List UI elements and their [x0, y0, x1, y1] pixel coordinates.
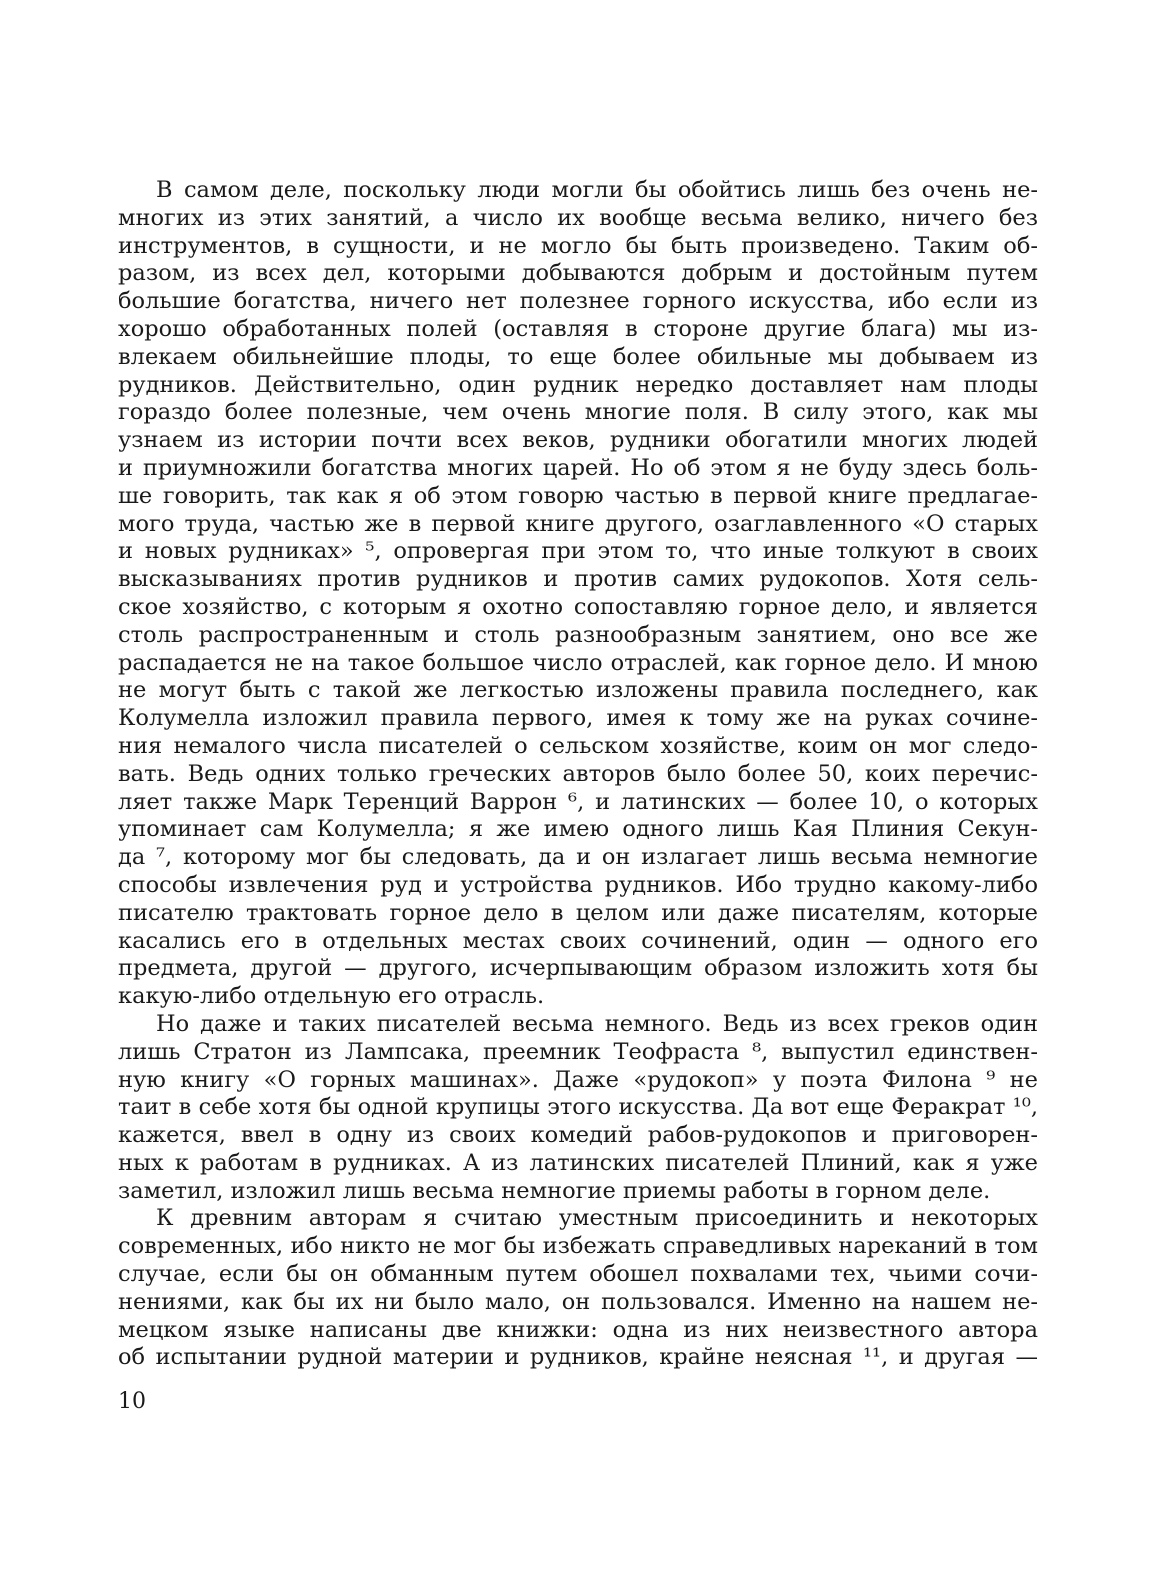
text-line: какую-либо отдельную его отрасль. [118, 983, 545, 1010]
text-line: К древним авторам я считаю уместным присоединить и некоторых [156, 1205, 1038, 1232]
text-line: предмета, другой — другого, исчерпывающим образом изложить хотя бы [118, 955, 1038, 982]
text-line: об испытании рудной материи и рудников, крайне неясная ¹¹, и другая — [118, 1344, 1038, 1371]
text-line: ляет также Марк Теренций Варрон ⁶, и латинских — более 10, о которых [118, 788, 1038, 815]
text-line: ных к работам в рудниках. А из латинских писателей Плиний, как я уже [118, 1149, 1038, 1176]
text-line: рудников. Действительно, один рудник нередко доставляет нам плоды [118, 371, 1038, 398]
text-line: мого труда, частью же в первой книге другого, озаглавленного «О старых [118, 510, 1038, 537]
text-line: большие богатства, ничего нет полезнее горного искусства, ибо если из [118, 288, 1038, 315]
body-text [118, 177, 1038, 1372]
text-line: упоминает сам Колумелла; я же имею одного лишь Кая Плиния Секун- [118, 816, 1038, 843]
text-line: ское хозяйство, с которым я охотно сопоставляю горное дело, и является [118, 593, 1038, 620]
text-line: В самом деле, поскольку люди могли бы обойтись лишь без очень не- [156, 177, 1038, 203]
text-line: и новых рудниках» ⁵, опровергая при этом то, что иные толкуют в своих [118, 538, 1038, 565]
paragraph [118, 177, 1038, 1011]
text-line: узнаем из истории почти всех веков, рудники обогатили многих людей [118, 427, 1038, 454]
text-line: столь распространенным и столь разнообразным занятием, оно все же [118, 621, 1038, 648]
text-line: хорошо обработанных полей (оставляя в стороне другие блага) мы из- [118, 315, 1038, 342]
text-line: ную книгу «О горных машинах». Даже «рудокоп» у поэта Филона ⁹ не [118, 1066, 1038, 1093]
text-line: многих из этих занятий, а число их вообще весьма велико, ничего без [118, 204, 1038, 231]
text-line: способы извлечения руд и устройства рудников. Ибо трудно какому-либо [118, 871, 1038, 898]
text-line: заметил, изложил лишь весьма немногие приемы работы в горном деле. [118, 1177, 991, 1204]
text-line: Но даже и таких писателей весьма немного. Ведь из всех греков один [156, 1010, 1038, 1037]
text-line: не могут быть с такой же легкостью изложены правила последнего, как [118, 677, 1038, 704]
text-line: вать. Ведь одних только греческих авторов было более 50, коих перечис- [118, 760, 1038, 787]
text-line: распадается не на такое большое число отраслей, как горное дело. И мною [118, 649, 1038, 676]
paragraph [118, 1011, 1038, 1206]
page-number: 10 [118, 1389, 146, 1414]
text-line: касались его в отдельных местах своих сочинений, один — одного его [118, 927, 1038, 954]
text-line: гораздо более полезные, чем очень многие поля. В силу этого, как мы [118, 399, 1038, 426]
text-line: таит в себе хотя бы одной крупицы этого искусства. Да вот еще Феракрат ¹⁰, [118, 1094, 1038, 1121]
text-line: ния немалого числа писателей о сельском хозяйстве, коим он мог следо- [118, 732, 1038, 759]
text-line: современных, ибо никто не мог бы избежать справедливых нареканий в том [118, 1233, 1038, 1260]
text-line: ше говорить, так как я об этом говорю частью в первой книге предлагае- [118, 482, 1038, 509]
text-line: Колумелла изложил правила первого, имея к тому же на руках сочине- [118, 705, 1038, 732]
text-line: инструментов, в сущности, и не могло бы быть произведено. Таким об- [118, 232, 1038, 259]
text-line: разом, из всех дел, которыми добываются добрым и достойным путем [118, 260, 1038, 287]
text-line: лишь Стратон из Лампсака, преемник Теофраста ⁸, выпустил единствен- [118, 1038, 1038, 1065]
text-line: кажется, ввел в одну из своих комедий рабов-рудокопов и приговорен- [118, 1122, 1038, 1149]
text-line: мецком языке написаны две книжки: одна из них неизвестного автора [118, 1316, 1038, 1343]
text-line: да ⁷, которому мог бы следовать, да и он излагает лишь весьма немногие [118, 844, 1038, 871]
text-line: нениями, как бы их ни было мало, он пользовался. Именно на нашем не- [118, 1288, 1038, 1315]
text-line: влекаем обильнейшие плоды, то еще более обильные мы добываем из [118, 343, 1038, 370]
text-line: высказываниях против рудников и против самих рудокопов. Хотя сель- [118, 566, 1038, 593]
paragraph [118, 1205, 1038, 1372]
text-line: случае, если бы он обманным путем обошел похвалами тех, чьими сочи- [118, 1261, 1038, 1288]
text-line: и приумножили богатства многих царей. Но об этом я не буду здесь боль- [118, 454, 1038, 481]
text-line: писателю трактовать горное дело в целом или даже писателям, которые [118, 899, 1038, 926]
